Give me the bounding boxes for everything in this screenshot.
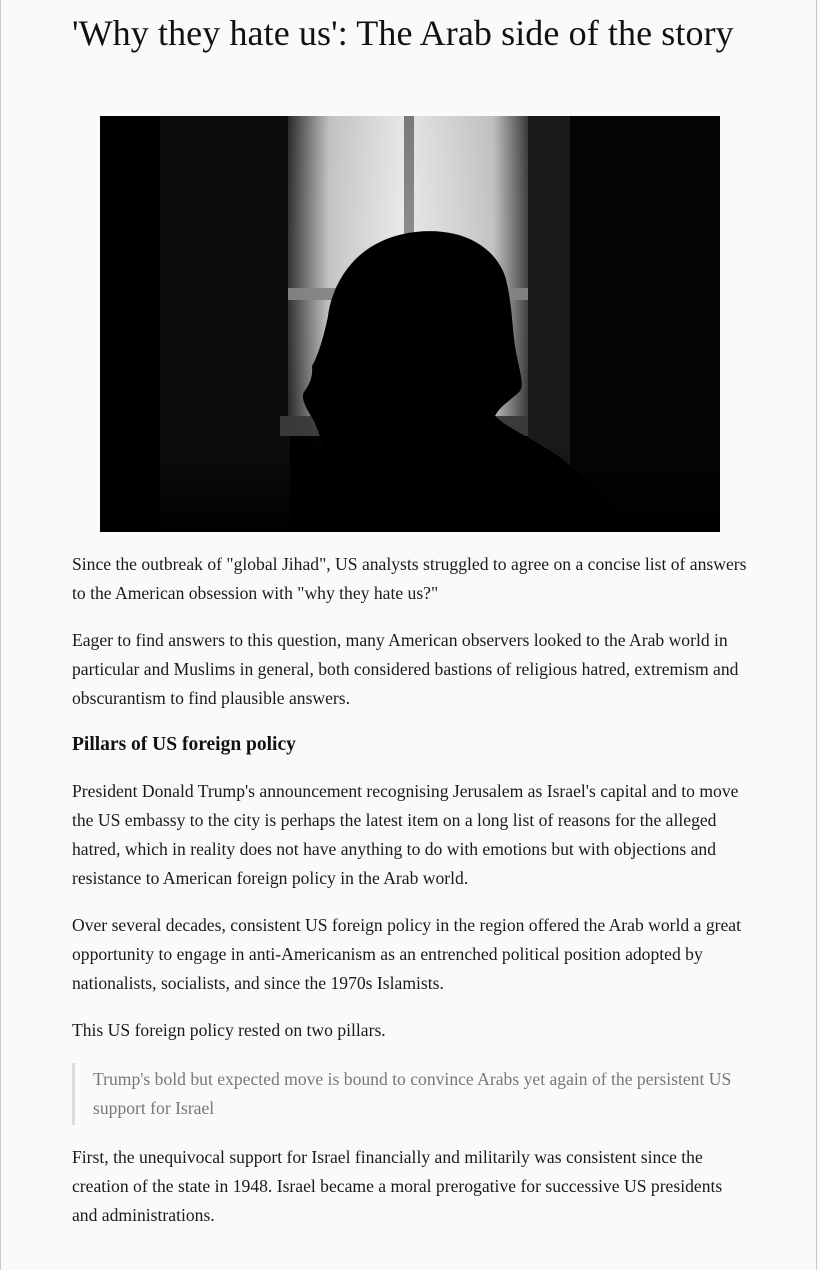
paragraph-1: Since the outbreak of "global Jihad", US analysts struggled to agree on a concise list of answers to the American obsession with "why they hate us?"	[72, 554, 747, 603]
paragraph-2: Eager to find answers to this question, many American observers looked to the Arab world in particular and Muslims in general, both considered bastions of religious hatred, extremism and obscurantism to find plausible answers.	[72, 630, 739, 708]
pull-quote-text: Trump's bold but expected move is bound to convince Arabs yet again of the persistent US support for Israel	[93, 1069, 732, 1118]
paragraph-4: Over several decades, consistent US foreign policy in the region offered the Arab world a great opportunity to engage in anti-Americanism as an entrenched political position adopted by nationalists, socialists, and since the 1970s Islamists.	[72, 915, 741, 993]
article-title: 'Why they hate us': The Arab side of the story	[72, 13, 734, 53]
pull-quote	[72, 1063, 752, 1125]
hero-image	[100, 116, 720, 532]
article-body	[72, 550, 752, 1248]
article-header	[72, 0, 752, 54]
section-subheading: Pillars of US foreign policy	[72, 734, 296, 755]
silhouette-photo	[100, 116, 720, 532]
paragraph-3: President Donald Trump's announcement recognising Jerusalem as Israel's capital and to move the US embassy to the city is perhaps the latest item on a long list of reasons for the alleged hatred, which in reality does not have anything to do with emotions but with objections and resistance to American foreign policy in the Arab world.	[72, 781, 739, 888]
paragraph-5: This US foreign policy rested on two pillars.	[72, 1020, 386, 1040]
paragraph-6: First, the unequivocal support for Israel financially and militarily was consistent since the creation of the state in 1948. Israel became a moral prerogative for successive US presidents and administrations.	[72, 1147, 723, 1225]
